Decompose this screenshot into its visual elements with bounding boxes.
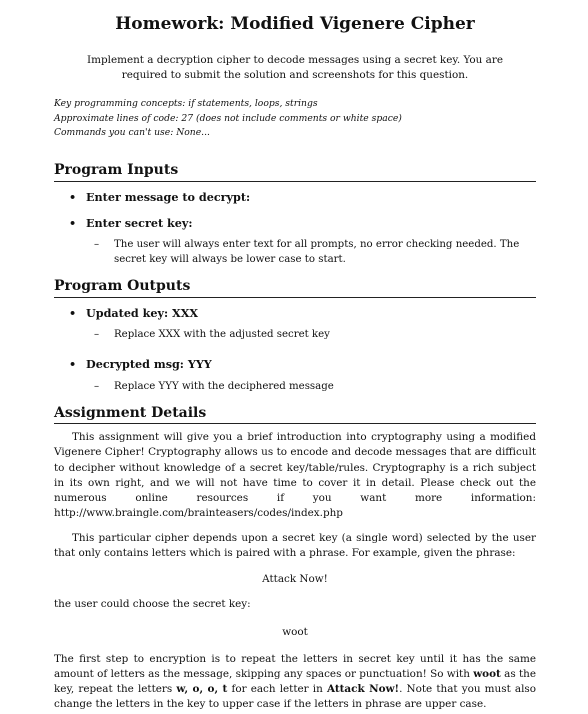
example-phrase: Attack Now!	[262, 572, 328, 585]
list-item	[54, 190, 536, 206]
dash-marker: –	[94, 329, 100, 341]
p4-letters: w, o, o, t	[176, 683, 228, 696]
meta-lines: Approximate lines of code: 27 (does not include comments or white space)	[54, 112, 402, 124]
output-note-text: Replace XXX with the adjusted secret key	[114, 329, 330, 341]
output-updated-key: Updated key: XXX	[86, 305, 199, 320]
p4-text-b: as the key, repeat the letters	[54, 668, 537, 696]
document-page	[0, 14, 588, 714]
details-paragraph-1: This assignment will give you a brief introduction into cryptography using a modified Vigenere Cipher! Cryptography allows us to encode and decode messages that are difficult to decipher without knowledge of a secret key/table/rules. Cryptography is a rich subject in its own right, and we will not have time to cover it in detail. Please check out the numerous online resources if you want more information: http://www.braingle.com/brainteasers/codes/index.php	[54, 431, 536, 519]
inputs-list	[54, 190, 536, 268]
inputs-section	[54, 162, 536, 268]
output-note-text: Replace YYY with the deciphered message	[114, 380, 334, 392]
list-item	[54, 216, 536, 268]
p4-text-a: The first step to encryption is to repeat the letters in secret key until it has the same amount of letters as the message, skipping any spaces or punctuation! So with	[54, 653, 536, 681]
list-item	[54, 357, 536, 394]
outputs-section	[54, 278, 536, 395]
input-prompt-key: Enter secret key:	[86, 215, 193, 230]
output-note	[86, 380, 536, 395]
example-key: woot	[282, 626, 308, 639]
p4-key: woot	[473, 668, 501, 681]
input-note	[86, 238, 536, 268]
input-prompt-message: Enter message to decrypt:	[86, 189, 251, 204]
output-decrypted-msg: Decrypted msg: YYY	[86, 357, 212, 372]
meta-concepts: Key programming concepts: if statements, loops, strings	[54, 98, 318, 110]
meta-commands: Commands you can't use: None...	[54, 126, 210, 138]
intro-paragraph: Implement a decryption cipher to decode messages using a secret key. You are required to submit the solution and screenshots for this question.	[87, 54, 503, 82]
input-note-text: The user will always enter text for all prompts, no error checking needed. The secret key will always be lower case to start.	[114, 239, 520, 266]
list-item	[54, 306, 536, 343]
output-note	[86, 328, 536, 343]
outputs-heading: Program Outputs	[54, 278, 536, 298]
page-title: Homework: Modified Vigenere Cipher	[115, 14, 475, 34]
p4-text-d: . Note that you must also change the letters in the key to upper case if the letters in phrase are upper case.	[54, 683, 536, 711]
details-section	[54, 405, 536, 713]
details-paragraph-3: the user could choose the secret key:	[54, 597, 251, 610]
dash-marker: –	[94, 239, 100, 251]
assignment-meta	[54, 97, 536, 140]
p4-phrase: Attack Now!	[326, 683, 400, 696]
details-heading: Assignment Details	[54, 405, 536, 425]
inputs-heading: Program Inputs	[54, 162, 536, 182]
details-paragraph-2: This particular cipher depends upon a secret key (a single word) selected by the user that only contains letters which is paired with a phrase. For example, given the phrase:	[54, 531, 536, 559]
p4-text-c: for each letter in	[227, 683, 327, 696]
details-paragraph-4	[54, 652, 536, 712]
dash-marker: –	[94, 380, 100, 392]
outputs-list	[54, 306, 536, 395]
